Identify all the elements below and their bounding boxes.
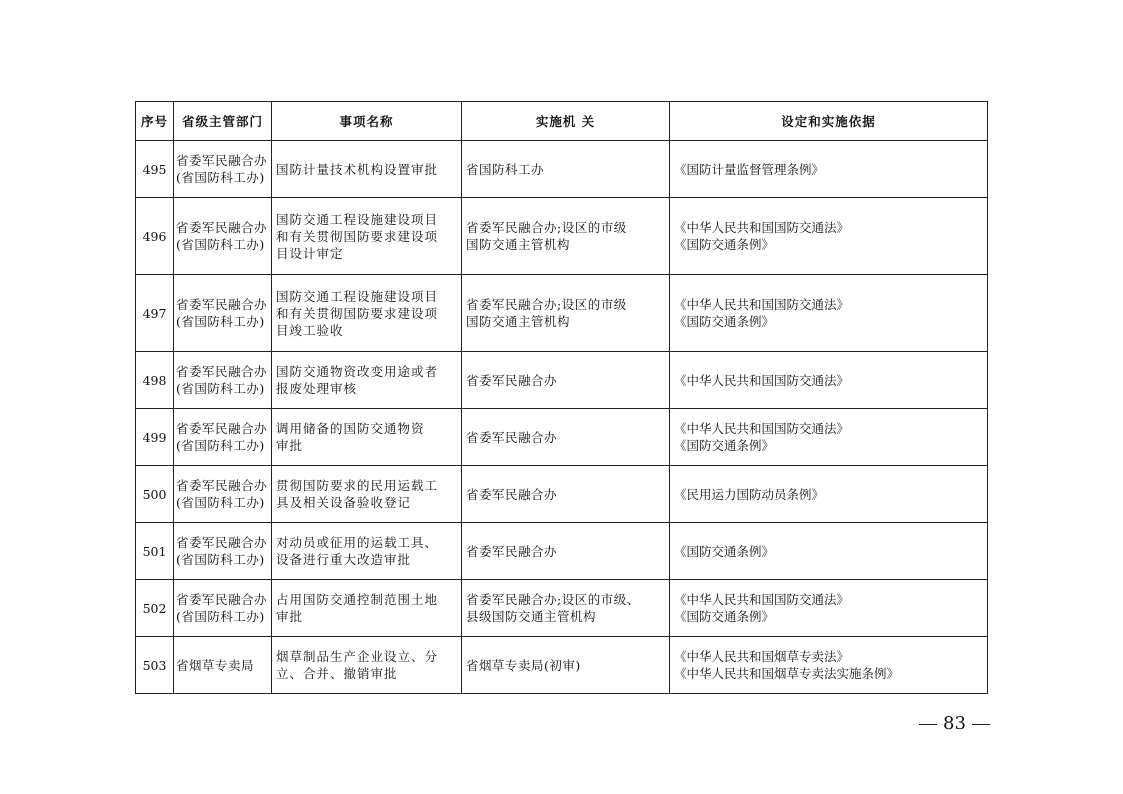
item-name-cell (272, 352, 462, 409)
agency-cell-line: 省委军民融合办;设区的市级 (466, 297, 627, 312)
item-name-cell-line: 立、合并、撤销审批 (276, 666, 398, 681)
agency-cell (462, 580, 670, 637)
department-cell-line: 省委军民融合办 (176, 364, 268, 379)
permit-table-container (135, 101, 987, 694)
item-name-cell (272, 409, 462, 466)
department-cell (174, 141, 272, 198)
row-number: 498 (136, 352, 174, 409)
item-name-cell (272, 275, 462, 352)
agency-cell (462, 466, 670, 523)
agency-cell (462, 352, 670, 409)
agency-cell-line: 省委军民融合办 (466, 486, 558, 502)
table-body (136, 141, 988, 694)
table-row (136, 141, 988, 198)
department-cell-line: (省国防科工办) (176, 552, 265, 567)
department-cell (174, 352, 272, 409)
basis-cell-line: 《国防交通条例》 (674, 237, 775, 252)
basis-cell-line: 《民用运力国防动员条例》 (674, 486, 825, 502)
basis-cell-line: 《中华人民共和国国防交通法》 (674, 297, 850, 312)
agency-cell-line: 省烟草专卖局(初审) (466, 657, 581, 673)
department-cell-line: 省委军民融合办 (176, 592, 268, 607)
basis-cell-line: 《国防交通条例》 (674, 609, 775, 624)
basis-cell-line: 《中华人民共和国国防交通法》 (674, 592, 850, 607)
department-cell (174, 580, 272, 637)
permit-table (135, 101, 988, 694)
department-cell-line: (省国防科工办) (176, 237, 265, 252)
department-cell-line: 省委军民融合办 (176, 421, 268, 436)
item-name-cell-line: 目竣工验收 (276, 322, 344, 338)
agency-cell (462, 141, 670, 198)
item-name-cell-line: 调用储备的国防交通物资 (276, 421, 425, 436)
agency-cell-line: 省委军民融合办 (466, 543, 558, 559)
basis-cell (670, 580, 988, 637)
department-cell-line: (省国防科工办) (176, 609, 265, 624)
department-cell (174, 523, 272, 580)
agency-cell-line: 国防交通主管机构 (466, 237, 571, 252)
agency-cell (462, 198, 670, 275)
table-row (136, 637, 988, 694)
agency-cell-line: 县级国防交通主管机构 (466, 609, 597, 624)
row-number: 499 (136, 409, 174, 466)
department-cell-line: (省国防科工办) (176, 170, 265, 185)
basis-cell (670, 275, 988, 352)
agency-cell (462, 637, 670, 694)
department-cell-line: 省委军民融合办 (176, 478, 268, 493)
item-name-cell-line: 目设计审定 (276, 245, 344, 261)
agency-cell (462, 409, 670, 466)
table-row (136, 580, 988, 637)
agency-cell (462, 523, 670, 580)
item-name-cell-line: 国防交通物资改变用途或者 (276, 364, 439, 379)
row-number: 497 (136, 275, 174, 352)
basis-cell-line: 《国防交通条例》 (674, 438, 775, 453)
department-cell (174, 409, 272, 466)
item-name-cell-line: 国防交通工程设施建设项目 (276, 288, 439, 304)
department-cell-line: 省委军民融合办 (176, 535, 268, 550)
basis-cell-line: 《中华人民共和国烟草专卖法实施条例》 (674, 666, 900, 681)
header-item: 事项名称 (272, 102, 462, 141)
page-number-text: 83 (943, 713, 966, 734)
department-cell-line: 省委军民融合办 (176, 220, 268, 235)
row-number: 501 (136, 523, 174, 580)
table-row (136, 409, 988, 466)
item-name-cell-line: 审批 (276, 438, 304, 453)
item-name-cell (272, 466, 462, 523)
item-name-cell-line: 设备进行重大改造审批 (276, 552, 412, 567)
basis-cell-line: 《中华人民共和国国防交通法》 (674, 372, 850, 388)
agency-cell-line: 省委军民融合办 (466, 429, 558, 445)
item-name-cell (272, 198, 462, 275)
agency-cell-line: 省国防科工办 (466, 161, 545, 177)
row-number: 496 (136, 198, 174, 275)
basis-cell (670, 466, 988, 523)
department-cell-line: (省国防科工办) (176, 314, 265, 329)
basis-cell-line: 《中华人民共和国国防交通法》 (674, 421, 850, 436)
item-name-cell-line: 对动员或征用的运载工具、 (276, 535, 439, 550)
page-dash-left (919, 724, 937, 725)
item-name-cell-line: 国防计量技术机构设置审批 (276, 161, 439, 177)
basis-cell (670, 637, 988, 694)
department-cell-line: (省国防科工办) (176, 495, 265, 510)
department-cell (174, 637, 272, 694)
header-basis: 设定和实施依据 (670, 102, 988, 141)
item-name-cell-line: 和有关贯彻国防要求建设项 (276, 228, 439, 244)
basis-cell-line: 《国防计量监督管理条例》 (674, 161, 825, 177)
agency-cell-line: 省委军民融合办;设区的市级、 (466, 592, 640, 607)
basis-cell (670, 523, 988, 580)
row-number: 495 (136, 141, 174, 198)
item-name-cell-line: 占用国防交通控制范围土地 (276, 592, 439, 607)
agency-cell-line: 省委军民融合办;设区的市级 (466, 220, 627, 235)
header-dept: 省级主管部门 (174, 102, 272, 141)
item-name-cell-line: 贯彻国防要求的民用运载工 (276, 478, 439, 493)
department-cell-line: 省委军民融合办 (176, 297, 268, 312)
item-name-cell (272, 523, 462, 580)
page-dash-right (972, 724, 990, 725)
basis-cell (670, 409, 988, 466)
table-row (136, 352, 988, 409)
department-cell-line: (省国防科工办) (176, 381, 265, 396)
row-number: 500 (136, 466, 174, 523)
agency-cell (462, 275, 670, 352)
page-number (913, 713, 996, 734)
basis-cell (670, 352, 988, 409)
department-cell-line: 省委军民融合办 (176, 153, 268, 168)
header-agency: 实施机 关 (462, 102, 670, 141)
basis-cell (670, 198, 988, 275)
department-cell (174, 198, 272, 275)
department-cell-line: 省烟草专卖局 (176, 657, 255, 673)
agency-cell-line: 国防交通主管机构 (466, 314, 571, 329)
table-row (136, 523, 988, 580)
row-number: 502 (136, 580, 174, 637)
basis-cell (670, 141, 988, 198)
item-name-cell (272, 580, 462, 637)
basis-cell-line: 《中华人民共和国烟草专卖法》 (674, 649, 850, 664)
table-row (136, 466, 988, 523)
row-number: 503 (136, 637, 174, 694)
table-row (136, 198, 988, 275)
agency-cell-line: 省委军民融合办 (466, 372, 558, 388)
item-name-cell (272, 637, 462, 694)
header-num: 序号 (136, 102, 174, 141)
department-cell (174, 275, 272, 352)
item-name-cell-line: 报废处理审核 (276, 381, 358, 396)
table-header-row (136, 102, 988, 141)
item-name-cell (272, 141, 462, 198)
item-name-cell-line: 国防交通工程设施建设项目 (276, 211, 439, 227)
item-name-cell-line: 审批 (276, 609, 304, 624)
item-name-cell-line: 和有关贯彻国防要求建设项 (276, 305, 439, 321)
basis-cell-line: 《国防交通条例》 (674, 543, 775, 559)
table-row (136, 275, 988, 352)
basis-cell-line: 《国防交通条例》 (674, 314, 775, 329)
item-name-cell-line: 具及相关设备验收登记 (276, 495, 412, 510)
department-cell (174, 466, 272, 523)
department-cell-line: (省国防科工办) (176, 438, 265, 453)
item-name-cell-line: 烟草制品生产企业设立、分 (276, 649, 439, 664)
basis-cell-line: 《中华人民共和国国防交通法》 (674, 220, 850, 235)
